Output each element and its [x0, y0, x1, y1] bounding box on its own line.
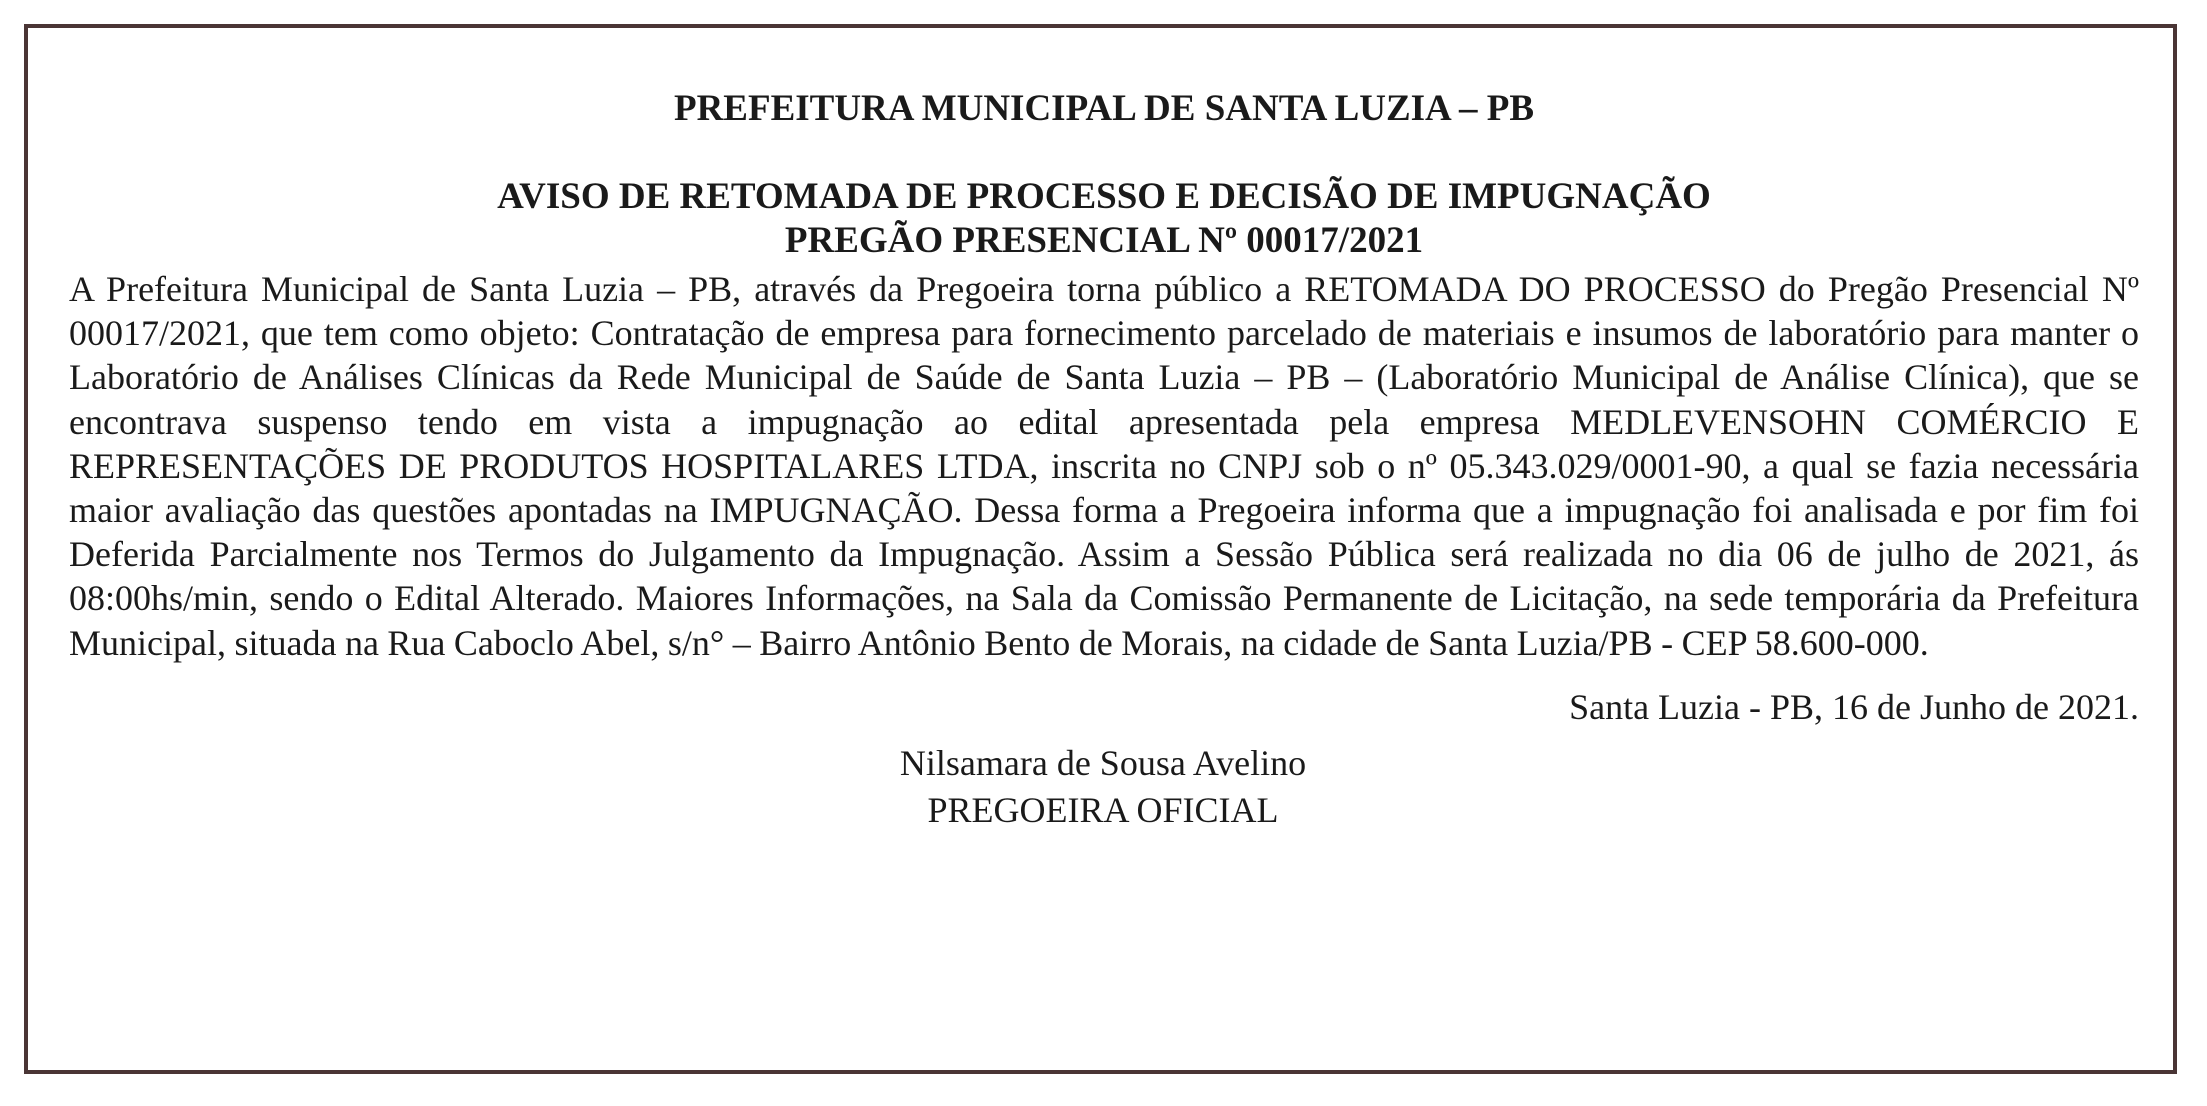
agency-heading: PREFEITURA MUNICIPAL DE SANTA LUZIA – PB — [673, 88, 1535, 129]
notice-title: AVISO DE RETOMADA DE PROCESSO E DECISÃO DE IMPUGNAÇÃO — [497, 176, 1711, 217]
signature-block — [69, 740, 2139, 834]
notice-content — [69, 70, 2139, 834]
signer-role: PREGOEIRA OFICIAL — [927, 789, 1279, 830]
date-line: Santa Luzia - PB, 16 de Junho de 2021. — [1569, 686, 2139, 727]
signer-name: Nilsamara de Sousa Avelino — [899, 742, 1307, 783]
notice-border-frame — [24, 24, 2177, 1074]
notice-subtitle: PREGÃO PRESENCIAL Nº 00017/2021 — [784, 220, 1424, 261]
notice-body: A Prefeitura Municipal de Santa Luzia – PB, através da Pregoeira torna público a RETOMADA DO PROCESSO do Pregão Presencial Nº 00017/2021, que tem como objeto: Contratação de empresa para fornecimento parcelado de materiais e insumos de laboratório para manter o Laboratório de Análises Clínicas da Rede Municipal de Saúde de Santa Luzia – PB – (Laboratório Municipal de Análise Clínica), que se encontrava suspenso tendo em vista a impugnação ao edital apresentada pela empresa MEDLEVENSOHN COMÉRCIO E REPRESENTAÇÕES DE PRODUTOS HOSPITALARES LTDA, inscrita no CNPJ sob o nº 05.343.029/0001-90, a qual se fazia necessária maior avaliação das questões apontadas na IMPUGNAÇÃO. Dessa forma a Pregoeira informa que a impugnação foi analisada e por fim foi Deferida Parcialmente nos Termos do Julgamento da Impugnação. Assim a Sessão Pública será realizada no dia 06 de julho de 2021, ás 08:00hs/min, sendo o Edital Alterado. Maiores Informações, na Sala da Comissão Permanente de Licitação, na sede temporária da Prefeitura Municipal, situada na Rua Caboclo Abel, s/n° – Bairro Antônio Bento de Morais, na cidade de Santa Luzia/PB - CEP 58.600-000. — [69, 269, 2139, 663]
